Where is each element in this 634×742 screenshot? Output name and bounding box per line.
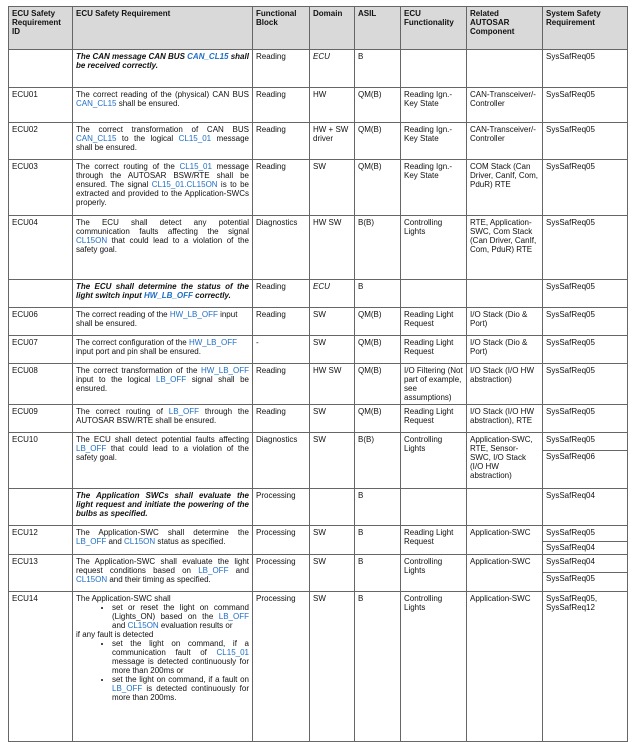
cell-functionality: Reading Light Request [401,336,467,364]
cell-id [9,50,73,88]
system-req-value: SysSafReq04 [543,541,627,552]
cell-id: ECU12 [9,526,73,555]
cell-asil: B [355,280,401,308]
table-row [9,123,628,160]
header-system-requirement: System Safety Requirement [543,7,628,50]
cell-system-req: SysSafReq05 [543,364,628,405]
req-text: The Application-SWC shall [76,594,171,603]
signal-ref: HW_LB_OFF [188,338,237,347]
req-text: The correct configuration of the [76,338,189,347]
table-row [9,489,628,526]
signal-ref: LB_OFF [112,684,143,693]
cell-block: Reading [253,160,310,216]
cell-system-req: SysSafReq05 [543,160,628,216]
cell-component: Application-SWC [467,555,543,592]
cell-system-req: SysSafReq05 [543,50,628,88]
cell-block: Reading [253,280,310,308]
cell-id: ECU02 [9,123,73,160]
req-text: The ECU shall detect potential faults affecting [76,435,249,444]
req-text: The correct routing of the [76,162,180,171]
cell-functionality [401,489,467,526]
header-domain: Domain [310,7,355,50]
header-id: ECU Safety Requirement ID [9,7,73,50]
cell-requirement [73,216,253,280]
cell-id: ECU09 [9,405,73,433]
cell-asil: QM(B) [355,88,401,123]
cell-component: I/O Stack (Dio & Port) [467,336,543,364]
cell-block: Reading [253,405,310,433]
table-row [9,592,628,742]
req-text: The correct transformation of the [76,366,201,375]
cell-system-req: SysSafReq04 [543,489,628,526]
cell-requirement [73,433,253,489]
cell-block: Diagnostics [253,433,310,489]
req-text: status as specified. [155,537,226,546]
req-text: The ECU shall determine the status of the light switch input [76,282,249,300]
signal-ref: LB_OFF [218,612,249,621]
cell-functionality [401,50,467,88]
table-row [9,280,628,308]
header-asil: ASIL [355,7,401,50]
cell-component [467,280,543,308]
req-text: if any fault is detected [76,630,154,639]
header-requirement: ECU Safety Requirement [73,7,253,50]
cell-component: I/O Stack (I/O HW abstraction) [467,364,543,405]
req-text: to the logical [116,134,179,143]
cell-id: ECU14 [9,592,73,742]
req-text: set the light on command, if a fault on [112,675,249,684]
table-row [9,433,628,489]
cell-block: - [253,336,310,364]
req-text: The CAN message CAN BUS [76,52,188,61]
cell-asil: QM(B) [355,308,401,336]
cell-system-req: SysSafReq05 [543,280,628,308]
safety-requirements-table [8,6,628,742]
req-text: The correct reading of the (physical) CAN BUS [76,90,249,99]
cell-system-req: SysSafReq05, SysSafReq12 [543,592,628,742]
cell-block: Reading [253,308,310,336]
cell-requirement [73,592,253,742]
cell-asil: QM(B) [355,123,401,160]
cell-functionality: Reading Ign.-Key State [401,160,467,216]
cell-domain: HW SW [310,216,355,280]
cell-system-req [543,555,628,592]
req-text: The Application SWCs shall evaluate the light request and initiate the powering of the bulbs as specified. [76,491,249,518]
signal-ref: CAN_CL15 [76,134,117,143]
cell-block: Processing [253,526,310,555]
header-ecu-functionality: ECU Functionality [401,7,467,50]
cell-component: I/O Stack (I/O HW abstraction), RTE [467,405,543,433]
cell-id: ECU13 [9,555,73,592]
cell-component: CAN-Transceiver/-Controller [467,88,543,123]
header-autosar-component: Related AUTOSAR Component [467,7,543,50]
list-item [112,639,249,675]
req-text: The correct transformation of CAN BUS [76,125,249,134]
cell-component: RTE, Application-SWC, Com Stack (Can Driver, CanIf, Com, PduR) RTE [467,216,543,280]
system-req-value: SysSafReq05 [543,572,627,583]
cell-functionality: Controlling Lights [401,216,467,280]
system-req-value: SysSafReq06 [543,450,627,461]
table-row [9,526,628,555]
cell-asil: B [355,526,401,555]
req-text: through the AUTOSAR BSW/RTE shall be ensured. [76,407,249,425]
cell-asil: B [355,555,401,592]
cell-asil: B(B) [355,216,401,280]
cell-domain: SW [310,160,355,216]
table-row [9,405,628,433]
cell-domain: SW [310,592,355,742]
cell-component: COM Stack (Can Driver, CanIf, Com, PduR) RTE [467,160,543,216]
signal-ref: CAN_CL15 [76,99,117,108]
signal-ref: CL15ON [124,537,156,546]
req-text: The ECU shall detect any potential communication faults affecting the signal [76,218,249,236]
cell-requirement [73,123,253,160]
cell-domain: SW [310,308,355,336]
signal-ref: LB_OFF [76,537,107,546]
cell-id [9,489,73,526]
cell-asil: QM(B) [355,336,401,364]
cell-functionality: Reading Ign.-Key State [401,123,467,160]
list-item [112,675,249,702]
cell-domain: ECU [310,280,355,308]
req-text: that could lead to a violation of the safety goal. [76,444,249,462]
cell-component: Application-SWC [467,526,543,555]
cell-functionality: Reading Light Request [401,405,467,433]
system-req-value: SysSafReq04 [546,557,595,566]
cell-block: Diagnostics [253,216,310,280]
cell-system-req: SysSafReq05 [543,405,628,433]
signal-ref: CAN_CL15 [187,52,229,61]
req-text: message through the AUTOSAR BSW/RTE shall be ensured. The signal [76,162,249,189]
cell-functionality: Reading Ign.-Key State [401,88,467,123]
list-item [112,603,249,630]
table-header-row [9,7,628,50]
cell-block: Processing [253,592,310,742]
cell-system-req: SysSafReq05 [543,308,628,336]
cell-system-req: SysSafReq05 [543,123,628,160]
req-text: input to the logical [76,375,156,384]
req-text: and [112,621,128,630]
table-row [9,555,628,592]
table-row [9,308,628,336]
req-text: shall be received correctly. [76,52,249,70]
req-text: The correct reading of the [76,310,170,319]
signal-ref: CL15_01.CL15ON [151,180,218,189]
req-text: message is detected continuously for more than 200ms or [112,657,249,675]
signal-ref: CL15ON [76,236,108,245]
cell-domain: HW + SW driver [310,123,355,160]
signal-ref: CL15_01 [178,134,212,143]
cell-id: ECU07 [9,336,73,364]
table-row [9,364,628,405]
requirement-bullets [76,639,249,702]
system-req-value: SysSafReq05 [546,435,595,444]
signal-ref: HW_LB_OFF [144,291,193,300]
cell-functionality: Controlling Lights [401,433,467,489]
cell-domain: HW SW [310,364,355,405]
cell-block: Reading [253,123,310,160]
cell-requirement [73,50,253,88]
cell-functionality: Controlling Lights [401,592,467,742]
table-row [9,216,628,280]
cell-block: Processing [253,555,310,592]
cell-requirement [73,308,253,336]
cell-requirement [73,526,253,555]
cell-requirement [73,88,253,123]
cell-asil: B(B) [355,433,401,489]
signal-ref: CL15ON [127,621,159,630]
req-text: signal shall be ensured. [76,375,250,393]
cell-block: Reading [253,364,310,405]
req-text: and [228,566,250,575]
req-text: is detected continuously for more than 200ms. [112,684,249,702]
cell-system-req: SysSafReq05 [543,216,628,280]
cell-block: Processing [253,489,310,526]
table-row [9,160,628,216]
cell-system-req [543,433,628,489]
cell-id: ECU08 [9,364,73,405]
cell-component [467,489,543,526]
req-text: set or reset the light on command (Lights_ON) based on the [112,603,249,621]
cell-functionality: I/O Filtering (Not part of example, see assumptions) [401,364,467,405]
cell-functionality [401,280,467,308]
signal-ref: LB_OFF [198,566,229,575]
signal-ref: CL15ON [76,575,108,584]
cell-requirement [73,160,253,216]
cell-requirement [73,280,253,308]
signal-ref: HW_LB_OFF [169,310,218,319]
cell-requirement [73,336,253,364]
cell-system-req: SysSafReq05 [543,336,628,364]
cell-asil: QM(B) [355,364,401,405]
req-text: input shall be ensured. [76,310,238,328]
signal-ref: LB_OFF [168,407,200,416]
cell-domain: SW [310,555,355,592]
cell-component: Application-SWC, RTE, Sensor-SWC, I/O Stack (I/O HW abstraction) [467,433,543,489]
cell-id: ECU06 [9,308,73,336]
cell-component [467,50,543,88]
cell-requirement [73,489,253,526]
cell-asil: QM(B) [355,405,401,433]
req-text: The Application-SWC shall determine the [76,528,249,537]
cell-id: ECU04 [9,216,73,280]
cell-asil: B [355,50,401,88]
signal-ref: LB_OFF [155,375,187,384]
header-functional-block: Functional Block [253,7,310,50]
req-text: input port and pin shall be ensured. [76,347,201,356]
cell-requirement [73,364,253,405]
cell-system-req [543,526,628,555]
cell-asil: QM(B) [355,160,401,216]
req-text: that could lead to a violation of the safety goal. [76,236,249,254]
cell-component: CAN-Transceiver/-Controller [467,123,543,160]
cell-system-req: SysSafReq05 [543,88,628,123]
cell-domain: SW [310,526,355,555]
signal-ref: LB_OFF [76,444,107,453]
cell-component: Application-SWC [467,592,543,742]
req-text: evaluation results or [158,621,233,630]
cell-id: ECU03 [9,160,73,216]
cell-id: ECU10 [9,433,73,489]
system-req-value: SysSafReq05 [546,528,595,537]
table-row [9,336,628,364]
table-row [9,50,628,88]
req-text: correctly. [192,291,231,300]
cell-asil: B [355,592,401,742]
cell-functionality: Controlling Lights [401,555,467,592]
cell-requirement [73,555,253,592]
cell-id: ECU01 [9,88,73,123]
cell-domain: ECU [310,50,355,88]
cell-block: Reading [253,50,310,88]
table-row [9,88,628,123]
cell-domain [310,489,355,526]
req-text: The Application-SWC shall evaluate the light request conditions based on [76,557,249,575]
cell-functionality: Reading Light Request [401,526,467,555]
req-text: message shall be ensured. [76,134,249,152]
req-text: and [106,537,125,546]
cell-component: I/O Stack (Dio & Port) [467,308,543,336]
cell-asil: B [355,489,401,526]
req-text: is to be extracted and provided to the Application-SWCs properly. [76,180,250,207]
req-text: The correct routing of [76,407,169,416]
requirement-bullets [76,603,249,630]
req-text: set the light on command, if a communication fault of [112,639,249,657]
signal-ref: CL15_01 [216,648,249,657]
cell-block: Reading [253,88,310,123]
cell-domain: SW [310,405,355,433]
cell-functionality: Reading Light Request [401,308,467,336]
req-text: and their timing as specified. [107,575,211,584]
signal-ref: HW_LB_OFF [200,366,249,375]
signal-ref: CL15_01 [179,162,212,171]
req-text: shall be ensured. [116,99,180,108]
cell-requirement [73,405,253,433]
cell-domain: HW [310,88,355,123]
cell-domain: SW [310,433,355,489]
cell-domain: SW [310,336,355,364]
cell-id [9,280,73,308]
